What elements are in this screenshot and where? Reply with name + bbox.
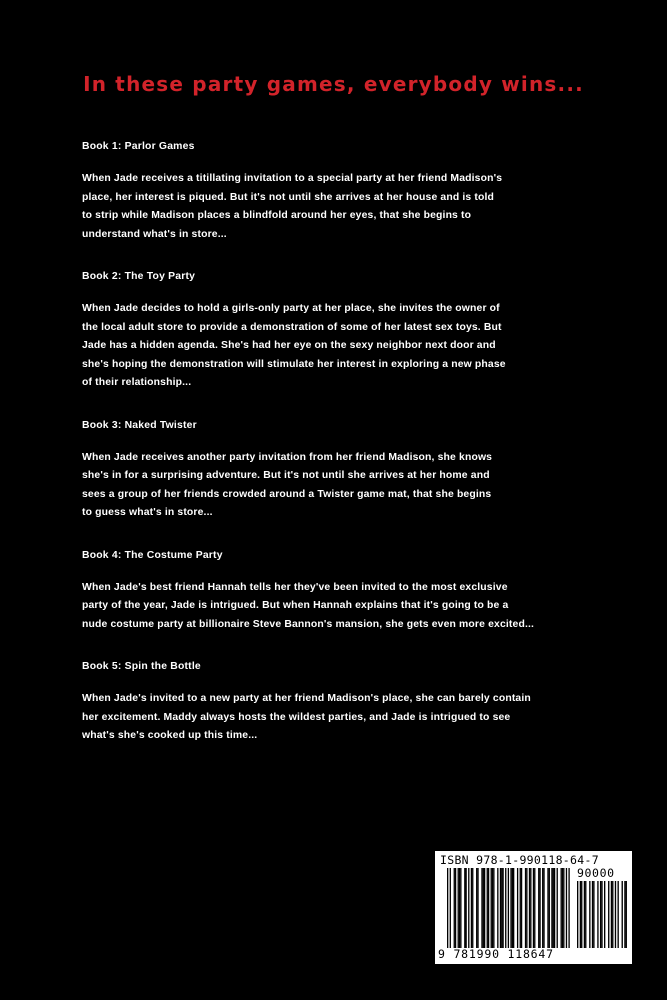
book-3 [82,419,612,523]
addon-bar [580,881,581,948]
book-3-line: sees a group of her friends crowded around a Twister game mat, that she begins [82,488,492,500]
barcode-bar [493,868,494,948]
addon-bar [624,881,625,948]
barcode-bar [529,868,530,948]
addon-bar [615,881,616,948]
addon-bar [577,881,578,948]
book-1 [82,140,612,244]
barcode-bar [460,868,461,948]
book-5-line: her excitement. Maddy always hosts the wildest parties, and Jade is intrigued to see [82,711,511,723]
addon-bar [600,881,601,948]
barcode-bar [477,868,478,948]
barcode-bar [471,868,472,948]
barcode-bar [530,868,531,948]
barcode-bar [455,868,456,948]
barcode-bar [476,868,477,948]
barcode-bar [520,868,521,948]
barcode-bar [464,868,465,948]
isbn-barcode [435,851,632,964]
ean-digits: 9 781990 118647 [438,947,554,961]
book-1-line: place, her interest is piqued. But it's not until she arrives at her house and is told [82,191,495,203]
book-5-line: When Jade's invited to a new party at her friend Madison's place, she can barely contain [82,693,531,704]
book-2-line: the local adult store to provide a demonstration of some of her latest sex toys. But [82,321,502,333]
barcode-bar [549,868,550,948]
barcode-bar [458,868,459,948]
book-descriptions [82,140,612,746]
barcode-bar [553,868,554,948]
book-2 [82,270,612,393]
barcode-bar [510,868,511,948]
barcode-bar [539,868,540,948]
barcode-bar [488,868,489,948]
barcode-bar [450,868,451,948]
barcode-bar [483,868,484,948]
barcode-bar [487,868,488,948]
book-5-description [82,690,612,746]
barcode-bar [526,868,527,948]
addon-bar [618,881,619,948]
barcode-bar [568,868,569,948]
addon-bar [601,881,602,948]
barcode-bar [542,868,543,948]
book-3-line: she's in for a surprising adventure. But it's not until she arrives at her home and [82,470,490,481]
barcode-bar [468,868,469,948]
addon-bar [604,881,605,948]
barcode-bar [472,868,473,948]
book-1-line: understand what's in store... [82,228,227,240]
addon-bar [585,881,586,948]
addon-bar [608,881,609,948]
barcode-bar [505,868,506,948]
book-3-line: to guess what's in store... [82,507,213,518]
barcode-bar [513,868,514,948]
barcode-bar [561,868,562,948]
book-4-line: When Jade's best friend Hannah tells her they've been invited to the most exclusive [82,581,508,593]
barcode-bar [481,868,482,948]
book-2-description [82,300,612,393]
addon-bar [622,881,623,948]
addon-bar [593,881,594,948]
book-2-line: When Jade decides to hold a girls-only party at her place, she invites the owner of [82,303,500,314]
book-1-title: Book 1: Parlor Games [82,141,195,152]
book-2-line: she's hoping the demonstration will stimulate her interest in exploring a new phase [82,358,506,370]
barcode-bar [521,868,522,948]
barcode-bar [501,868,502,948]
book-1-line: to strip while Madison places a blindfold around her eyes, that she begins to [82,210,472,221]
addon-bar [581,881,582,948]
barcode-bar [566,868,567,948]
barcode-bar [534,868,535,948]
barcode-bar [533,868,534,948]
addon-bar [612,881,613,948]
price-code: 90000 [577,866,615,880]
book-3-description [82,449,612,523]
book-4-description [82,579,612,635]
barcode-bar [497,868,498,948]
addon-bar [611,881,612,948]
book-2-title: Book 2: The Toy Party [82,271,196,282]
barcode-bar [563,868,564,948]
addon-bar [597,881,598,948]
barcode-bar [517,868,518,948]
barcode-bar [543,868,544,948]
barcode-bar [459,868,460,948]
barcode-bar [562,868,563,948]
barcode-bar [447,868,448,948]
barcode-bar [547,868,548,948]
book-4-title: Book 4: The Costume Party [82,549,223,561]
barcode-bar [557,868,558,948]
barcode-bar [492,868,493,948]
book-4-line: party of the year, Jade is intrigued. But when Hannah explains that it's going to be a [82,600,509,611]
book-1-description [82,170,612,244]
tagline: In these party games, everybody wins... [83,72,584,96]
barcode-bar [484,868,485,948]
barcode-bar [551,868,552,948]
book-3-line: When Jade receives another party invitation from her friend Madison, she knows [82,451,493,463]
addon-bar [592,881,593,948]
book-2-line: Jade has a hidden agenda. She's had her eye on the sexy neighbor next door and [82,340,496,351]
book-2-line: of their relationship... [82,377,192,388]
barcode-bar [454,868,455,948]
addon-bar [584,881,585,948]
addon-bar [626,881,627,948]
barcode-bar [525,868,526,948]
book-5-line: what's she's cooked up this time... [82,730,258,741]
barcode-bar [502,868,503,948]
book-4 [82,549,612,635]
isbn-label: ISBN 978-1-990118-64-7 [440,853,599,867]
barcode-bar [538,868,539,948]
barcode-bar [465,868,466,948]
addon-bar [589,881,590,948]
barcode-bar [500,868,501,948]
book-1-line: When Jade receives a titillating invitation to a special party at her friend Madison's [82,173,503,184]
barcode-bar [512,868,513,948]
barcode-bar [554,868,555,948]
book-5 [82,660,612,746]
book-4-line: nude costume party at billionaire Steve Bannon's mansion, she gets even more excited... [82,618,535,630]
book-3-title: Book 3: Naked Twister [82,419,197,431]
book-5-title: Book 5: Spin the Bottle [82,661,201,672]
barcode-bar [491,868,492,948]
barcode-bar [508,868,509,948]
